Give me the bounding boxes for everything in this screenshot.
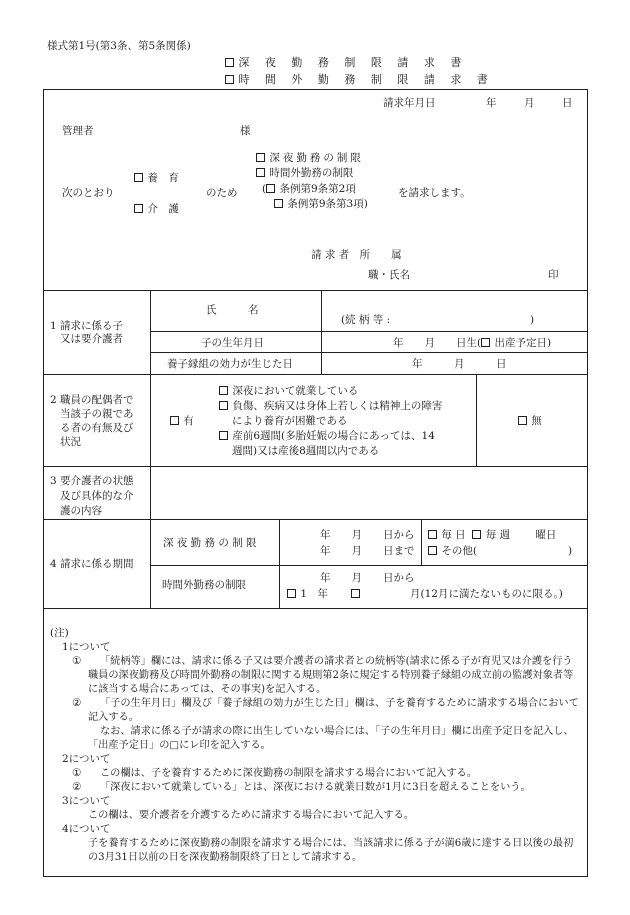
- relation-label: (続 柄 等 :: [341, 314, 391, 326]
- limit-night-checkbox[interactable]: [256, 153, 265, 162]
- months-checkbox[interactable]: [351, 589, 360, 598]
- section1-label: 1 請求に係る子 又は要介護者: [50, 320, 124, 345]
- request-date-label: 請求年月日: [383, 97, 436, 109]
- note4-heading: 4について: [62, 823, 111, 835]
- status-night-work: 深夜において就業している: [219, 384, 442, 399]
- divider: [43, 519, 588, 520]
- divider: [279, 519, 280, 608]
- for-label: のため: [206, 187, 238, 199]
- limit-overtime-option: 時間外勤務の制限: [256, 167, 353, 180]
- request-text: を請求します。: [398, 187, 471, 199]
- according-label: 次のとおり: [62, 187, 115, 199]
- divider: [43, 608, 588, 609]
- note1-2-number: ②: [72, 697, 82, 709]
- other-checkbox[interactable]: [428, 546, 437, 555]
- status-maternity: 産前6週間(多胎妊娠の場合にあっては、14: [219, 429, 442, 444]
- note1-2b: なお、請求に係る子が請求の際に出生していない場合には、「子の生年月日」欄に出産予定日を記入し、「出産予定日」の□にレ印を記入する。: [88, 726, 574, 751]
- child-birth-label: 子の生年月日: [201, 337, 264, 349]
- divider: [476, 374, 477, 466]
- spouse-no-checkbox[interactable]: [518, 416, 527, 425]
- overtime-from: 年 月 日から: [320, 572, 415, 584]
- form-reference: 様式第1号(第3条、第5条関係): [47, 40, 191, 52]
- divider: [150, 352, 588, 353]
- article-9-2-checkbox[interactable]: [266, 184, 275, 193]
- other-close: ): [568, 545, 573, 557]
- note1-heading: 1について: [62, 641, 111, 653]
- months-option: [351, 588, 361, 601]
- requester-affiliation-label: 請 求 者 所 属: [311, 249, 402, 261]
- title-night-checkbox[interactable]: [225, 58, 234, 67]
- request-date-month: 月: [524, 97, 535, 109]
- article-9-2-option: ( 条例第9条第2項: [262, 183, 356, 195]
- note3: この欄は、要介護者を介護するために請求する場合において記入する。: [88, 810, 414, 821]
- status-maternity-checkbox[interactable]: [219, 431, 228, 440]
- spouse-yes-checkbox[interactable]: [170, 416, 179, 425]
- article-9-3-option: 条例第9条第3項): [274, 198, 368, 211]
- divider: [150, 331, 588, 332]
- one-year-option: 1 年: [287, 588, 328, 601]
- divider: [150, 290, 151, 608]
- divider: [150, 565, 588, 566]
- adoption-date-label: 養子縁組の効力が生じた日: [167, 358, 293, 370]
- night-until: 年 月 日まで: [320, 545, 415, 557]
- note1-2: 「子の生年月日」欄及び「養子縁組の効力が生じた日」欄は、子を養育するために請求する場合において記入する。: [88, 698, 579, 723]
- nursing-checkbox[interactable]: [134, 204, 143, 213]
- divider: [321, 331, 322, 374]
- note2-2-number: ②: [72, 781, 82, 793]
- requester-name-label: 職・氏名: [368, 269, 410, 281]
- manager-honorific: 様: [240, 125, 251, 137]
- note1-1: 「続柄等」欄には、請求に係る子又は要介護者の請求者との続柄等(請求に係る子が育児又は介護を行う職員の深夜勤務及び時間外勤務の制限に関する規則第2条に規定する特別養子縁組の成立前の監護対象者等に該当する場合にあっては、その事実)を記入する。: [88, 656, 574, 695]
- status-night-work-checkbox[interactable]: [219, 386, 228, 395]
- divider: [43, 466, 588, 467]
- note4: 子を養育するために深夜勤務の制限を請求する場合には、当該請求に係る子が満6歳に達する日以後の最初の3月31日以前の日を深夜勤務制限終了日として請求する。: [88, 838, 574, 863]
- spouse-yes-option: 有: [170, 415, 194, 428]
- purpose-nursing: 介 護: [134, 203, 179, 216]
- title-night-work: 深 夜 勤 務 制 限 請 求 書: [225, 56, 467, 70]
- title-overtime: 時 間 外 勤 務 制 限 請 求 書: [225, 73, 494, 87]
- note2-1-number: ①: [72, 767, 82, 779]
- divider: [321, 290, 322, 331]
- article-9-3-checkbox[interactable]: [274, 199, 283, 208]
- night-from: 年 月 日から: [320, 529, 415, 541]
- note2-1: この欄は、子を養育するために深夜勤務の制限を請求する場合において記入する。: [100, 768, 477, 779]
- spouse-status-options: 深夜において就業している 負傷、疾病又は身体上若しくは精神上の障害 により養育が困難である 産前6週間(多胎妊娠の場合にあっては、14 週間)又は産後8週間以内である: [219, 384, 442, 459]
- weekly-checkbox[interactable]: [472, 530, 481, 539]
- purpose-childcare: 養 育: [134, 172, 179, 185]
- name-header: 氏 名: [206, 304, 259, 316]
- childcare-checkbox[interactable]: [134, 173, 143, 182]
- seal-label: 印: [548, 269, 559, 281]
- notes-heading: (注): [50, 627, 69, 639]
- request-date-day: 日: [562, 97, 573, 109]
- note3-heading: 3について: [62, 795, 111, 807]
- relation-close: ): [530, 314, 535, 326]
- other-option: その他(: [428, 545, 477, 558]
- title-overtime-checkbox[interactable]: [225, 75, 234, 84]
- expected-birth-checkbox[interactable]: [481, 338, 490, 347]
- manager-label: 管理者: [62, 125, 94, 137]
- section4-label: 4 請求に係る期間: [50, 558, 134, 570]
- adoption-date-value: 年 月 日: [412, 358, 507, 370]
- request-date-year: 年: [486, 97, 497, 109]
- frequency-options: 毎 日 毎 週 曜日: [428, 529, 556, 542]
- status-illness: 負傷、疾病又は身体上若しくは精神上の障害: [219, 399, 442, 414]
- note1-1-number: ①: [72, 655, 82, 667]
- months-note: 月(12月に満たないものに限る。): [410, 588, 563, 600]
- divider: [43, 290, 588, 291]
- note2-heading: 2について: [62, 753, 111, 765]
- child-birth-value: 年 月 日生( 出産予定日): [393, 337, 552, 349]
- overtime-limit-label: 時間外勤務の制限: [162, 579, 246, 591]
- note2-2: 「深夜において就業している」とは、深夜における就業日数が1月に3日を超えることをいう。: [100, 782, 531, 793]
- one-year-checkbox[interactable]: [287, 589, 296, 598]
- divider: [421, 519, 422, 565]
- limit-overtime-checkbox[interactable]: [256, 168, 265, 177]
- section2-label: 2 職員の配偶者で 当該子の親であ る者の有無及び 状況: [50, 394, 134, 448]
- divider: [43, 374, 588, 375]
- section3-label: 3 要介護者の状態 及び具体的な介 護の内容: [50, 475, 134, 517]
- limit-night-option: 深夜勤務の制限: [256, 152, 364, 165]
- spouse-no-option: 無: [518, 415, 542, 428]
- status-illness-checkbox[interactable]: [219, 401, 228, 410]
- daily-checkbox[interactable]: [428, 530, 437, 539]
- night-limit-label: 深 夜 勤 務 の 制 限: [163, 537, 257, 549]
